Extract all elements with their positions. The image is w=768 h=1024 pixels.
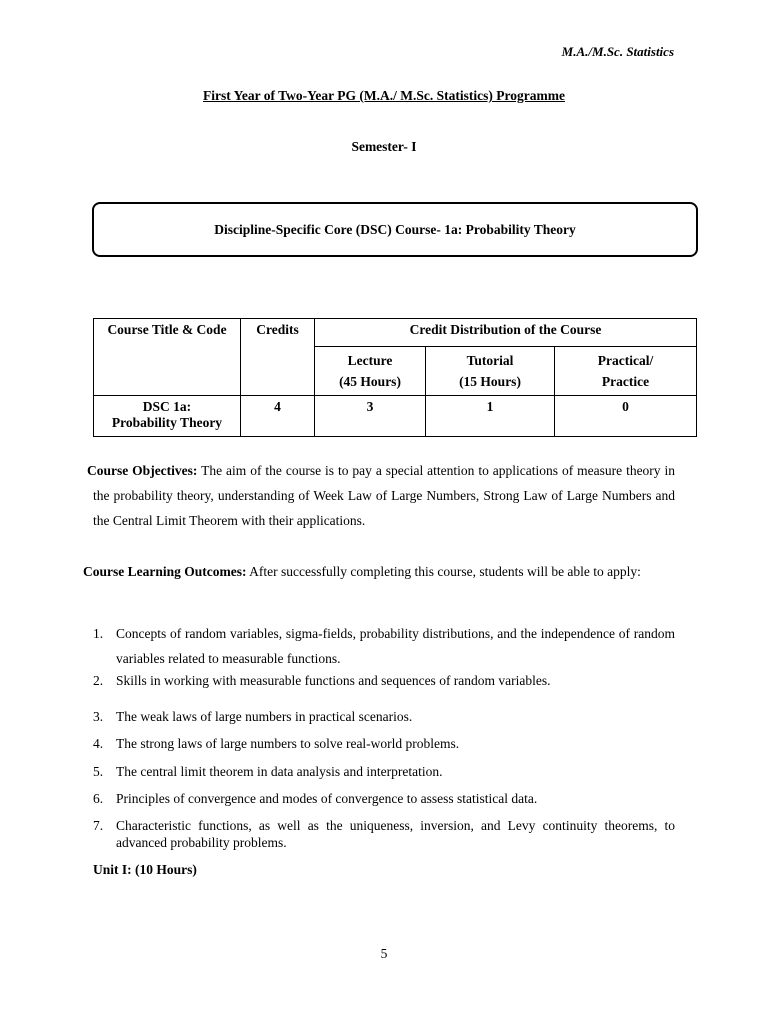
course-name: Probability Theory	[111, 415, 223, 430]
list-item	[93, 621, 675, 671]
list-item-text: Skills in working with measurable functions and sequences of random variables.	[116, 673, 551, 688]
list-item-number: 4.	[93, 736, 104, 751]
list-item-text: Principles of convergence and modes of convergence to assess statistical data.	[116, 791, 538, 806]
semester-heading: Semester- I	[351, 139, 417, 154]
list-item-number: 2.	[93, 673, 104, 688]
practical-label: Practical/	[597, 353, 654, 368]
lecture-hours: (45 Hours)	[339, 374, 401, 389]
table-header-row	[94, 319, 697, 347]
header-credit-distribution: Credit Distribution of the Course	[315, 319, 697, 347]
list-item-text: Characteristic functions, as well as the uniqueness, inversion, and Levy continuity theorems, to advanced probability problems.	[116, 818, 675, 850]
course-title: Discipline-Specific Core (DSC) Course- 1a: Probability Theory	[214, 221, 576, 237]
list-item	[93, 671, 675, 691]
header-credits: Credits	[241, 319, 315, 396]
list-item-number: 1.	[93, 626, 104, 641]
cell-practical: 0	[555, 396, 697, 437]
cell-credits: 4	[241, 396, 315, 437]
page-number: 5	[380, 946, 388, 961]
header-tutorial	[426, 347, 555, 396]
header-practical	[555, 347, 697, 396]
list-item-text: The weak laws of large numbers in practical scenarios.	[116, 709, 413, 724]
credit-distribution-table	[93, 318, 697, 437]
tutorial-label: Tutorial	[466, 353, 514, 368]
list-item	[93, 762, 675, 782]
outcomes-label: Course Learning Outcomes:	[83, 564, 247, 579]
list-item-text: The central limit theorem in data analysis and interpretation.	[116, 764, 443, 779]
objectives-text: The aim of the course is to pay a special attention to applications of measure theory in the probability theory, understanding of Week Law of Large Numbers, Strong Law of Large Numbers and the Central Limit Theorem with their applications.	[93, 463, 675, 528]
tutorial-hours: (15 Hours)	[459, 374, 521, 389]
course-code: DSC 1a:	[142, 399, 192, 414]
list-item	[93, 789, 675, 809]
cell-lecture: 3	[315, 396, 426, 437]
list-item	[93, 707, 675, 727]
course-objectives	[87, 458, 675, 533]
list-item-number: 6.	[93, 791, 104, 806]
objectives-label: Course Objectives:	[87, 463, 198, 478]
list-item-text: Concepts of random variables, sigma-fields, probability distributions, and the independence of random variables related to measurable functions.	[116, 626, 675, 666]
header-course-title: Course Title & Code	[94, 319, 241, 396]
outcomes-intro: After successfully completing this course, students will be able to apply:	[249, 564, 641, 579]
list-item-number: 7.	[93, 818, 104, 833]
course-learning-outcomes	[83, 559, 675, 584]
practice-label: Practice	[601, 374, 650, 389]
list-item-text: The strong laws of large numbers to solve real-world problems.	[116, 736, 460, 751]
list-item-number: 5.	[93, 764, 104, 779]
lecture-label: Lecture	[347, 353, 393, 368]
unit-heading: Unit I: (10 Hours)	[93, 862, 197, 877]
list-item	[93, 734, 675, 754]
list-item	[93, 817, 675, 851]
header-lecture	[315, 347, 426, 396]
cell-course-code	[94, 396, 241, 437]
course-title-box	[92, 202, 698, 257]
list-item-number: 3.	[93, 709, 104, 724]
table-row	[94, 396, 697, 437]
cell-tutorial: 1	[426, 396, 555, 437]
programme-title: First Year of Two-Year PG (M.A./ M.Sc. Statistics) Programme	[203, 88, 565, 103]
running-head: M.A./M.Sc. Statistics	[561, 44, 674, 59]
